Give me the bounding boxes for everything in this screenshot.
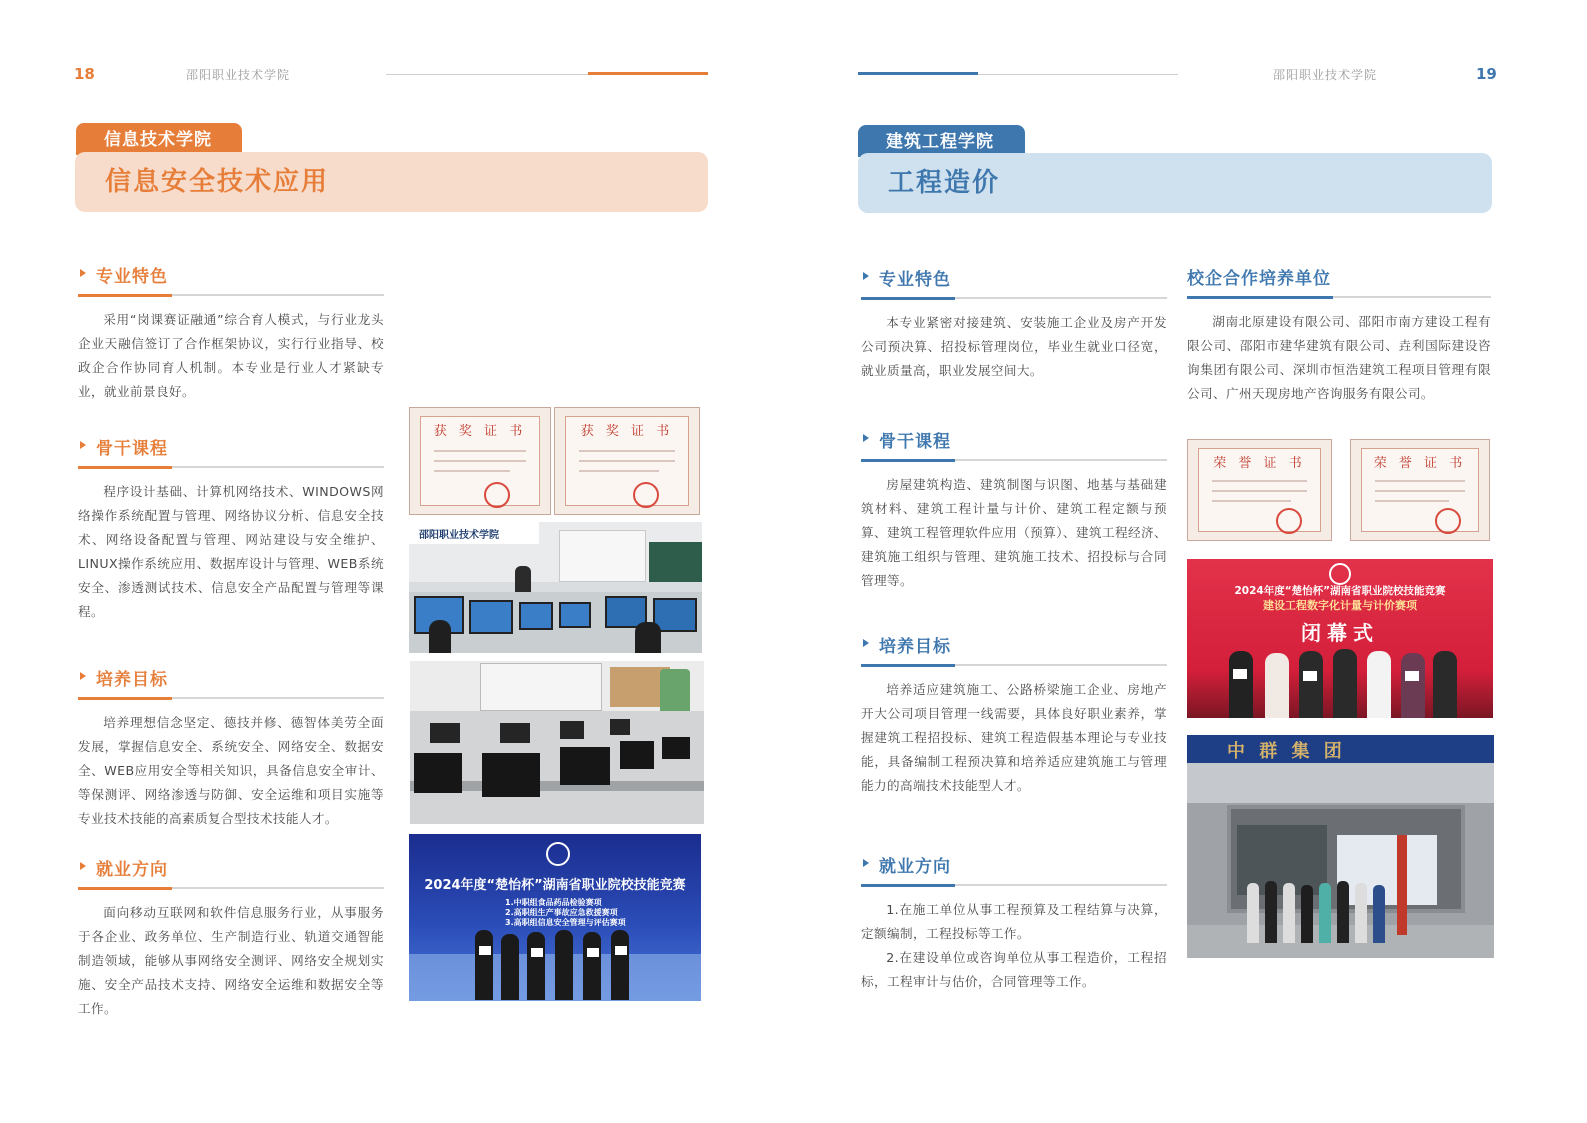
partners-title: 校企合作培养单位 bbox=[1187, 269, 1331, 289]
section-courses-right bbox=[861, 427, 1167, 593]
section-title: 就业方向 bbox=[78, 855, 384, 880]
section-title: 专业特色 bbox=[78, 262, 384, 287]
seal-icon bbox=[1276, 508, 1302, 534]
company-building-photo bbox=[1187, 735, 1494, 958]
section-title: 培养目标 bbox=[861, 632, 1167, 657]
award-certificate-photo bbox=[554, 407, 700, 515]
section-title: 骨干课程 bbox=[78, 434, 384, 459]
section-title: 专业特色 bbox=[861, 265, 1167, 290]
section-text: 房屋建筑构造、建筑制图与识图、地基与基础建筑材料、建筑工程计量与计价、建筑工程定额与预算、建筑工程管理软件应用（预算）、建筑工程经济、建筑施工组织与管理、建筑施工技术、招投标与合同管理等。 bbox=[861, 477, 1167, 588]
header-school-left: 邵阳职业技术学院 bbox=[186, 68, 291, 82]
section-text: 本专业紧密对接建筑、安装施工企业及房产开发公司预决算、招投标管理岗位，毕业生就业口径宽，就业质量高，职业发展空间大。 bbox=[861, 315, 1167, 378]
section-features-right bbox=[861, 265, 1167, 383]
college-tab-left: 信息技术学院 bbox=[76, 123, 242, 155]
stage-title: 2024年度“楚怡杯”湖南省职业院校技能竞赛 bbox=[1234, 585, 1446, 597]
header-accent-right bbox=[858, 72, 978, 75]
bullet-triangle-icon bbox=[80, 862, 86, 870]
section-text: 程序设计基础、计算机网络技术、WINDOWS网络操作系统配置与管理、网络协议分析、信息安全技术、网络设备配置与管理、网站建设与安全维护、LINUX操作系统应用、数据库设计与管理、WEB系统安全、渗透测试技术、信息安全产品配置与管理等课程。 bbox=[78, 484, 384, 619]
header-school-right: 邵阳职业技术学院 bbox=[1273, 68, 1378, 82]
section-text: 1.在施工单位从事工程预算及工程结算与决算，定额编制，工程投标等工作。 2.在建设单位或咨询单位从事工程造价，工程招标，工程审计与估价，合同管理等工作。 bbox=[861, 902, 1167, 989]
section-text: 采用“岗课赛证融通”综合育人模式，与行业龙头企业天融信签订了合作框架协议，实行行业指导、校政企合作协同育人机制。本专业是行业人才紧缺专业，就业前景良好。 bbox=[78, 312, 384, 399]
major-band-left: 信息安全技术应用 bbox=[75, 152, 708, 212]
section-partners bbox=[1187, 264, 1491, 406]
section-underline bbox=[78, 697, 384, 699]
college-tab-right: 建筑工程学院 bbox=[858, 125, 1025, 157]
bullet-triangle-icon bbox=[863, 859, 869, 867]
section-title: 骨干课程 bbox=[861, 427, 1167, 452]
header-rule-right bbox=[978, 74, 1178, 75]
section-underline bbox=[861, 297, 1167, 299]
seal-icon bbox=[1435, 508, 1461, 534]
competition-logo-icon bbox=[1329, 563, 1351, 585]
section-underline bbox=[78, 466, 384, 468]
honor-certificate-photo bbox=[1350, 439, 1490, 541]
certificate-title: 获 奖 证 书 bbox=[580, 424, 674, 439]
bullet-triangle-icon bbox=[80, 441, 86, 449]
section-text: 培养适应建筑施工、公路桥梁施工企业、房地产开大公司项目管理一线需要，具体良好职业素养，掌握建筑工程招投标、建筑工程造假基本理论与专业技能，具备编制工程预决算和培养适应建筑施工与管理能力的高端技术技能型人才。 bbox=[861, 682, 1167, 793]
page-number-left: 18 bbox=[74, 65, 95, 83]
section-goals-left bbox=[78, 665, 384, 831]
bullet-triangle-icon bbox=[863, 272, 869, 280]
section-underline bbox=[78, 887, 384, 889]
section-courses-left bbox=[78, 434, 384, 624]
section-employment-right bbox=[861, 852, 1167, 994]
major-band-right: 工程造价 bbox=[858, 153, 1492, 213]
award-ceremony-photo bbox=[1187, 559, 1493, 718]
classroom-sign: 邵阳职业技术学院 bbox=[419, 530, 499, 541]
section-title: 培养目标 bbox=[78, 665, 384, 690]
section-title: 就业方向 bbox=[861, 852, 1167, 877]
classroom-photo bbox=[409, 522, 702, 653]
section-underline bbox=[78, 294, 384, 296]
section-underline bbox=[861, 664, 1167, 666]
header-accent-left bbox=[588, 72, 708, 75]
award-certificate-photo bbox=[409, 407, 551, 515]
bullet-triangle-icon bbox=[80, 269, 86, 277]
building-sign: 中 群 集 团 bbox=[1227, 741, 1346, 762]
bullet-triangle-icon bbox=[80, 672, 86, 680]
bullet-triangle-icon bbox=[863, 639, 869, 647]
stage-subtitle: 建设工程数字化计量与计价赛项 bbox=[1263, 599, 1417, 612]
page-number-right: 19 bbox=[1476, 65, 1497, 83]
seal-icon bbox=[633, 482, 659, 508]
seal-icon bbox=[484, 482, 510, 508]
section-text: 面向移动互联网和软件信息服务行业，从事服务于各企业、政务单位、生产制造行业、轨道交通智能制造领域，能够从事网络安全测评、网络安全规划实施、安全产品技术支持、网络安全运维和数据安全等工作。 bbox=[78, 905, 384, 1016]
honor-certificate-photo bbox=[1187, 439, 1332, 541]
stage-ceremony: 闭幕式 bbox=[1301, 621, 1379, 645]
section-underline bbox=[1187, 296, 1491, 298]
computer-lab-photo bbox=[410, 661, 704, 824]
section-text: 培养理想信念坚定、德技并修、德智体美劳全面发展，掌握信息安全、系统安全、网络安全、数据安全、WEB应用安全等相关知识，具备信息安全审计、等保测评、网络渗透与防御、安全运维和项目实施等专业技术技能的高素质复合型技术技能人才。 bbox=[78, 715, 384, 826]
section-features-left bbox=[78, 262, 384, 404]
competition-logo-icon bbox=[546, 842, 570, 866]
competition-title: 2024年度“楚怡杯”湖南省职业院校技能竞赛 bbox=[424, 878, 686, 893]
partners-text: 湖南北原建设有限公司、邵阳市南方建设工程有限公司、邵阳市建华建筑有限公司、垚利国际建设咨询集团有限公司、深圳市恒浩建筑工程项目管理有限公司、广州天现房地产咨询服务有限公司。 bbox=[1187, 314, 1491, 401]
section-underline bbox=[861, 459, 1167, 461]
competition-items: 1.中职组食品药品检验赛项 2.高职组生产事故应急救援赛项 3.高职组信息安全管理与评估赛项 bbox=[505, 898, 626, 927]
certificate-title: 获 奖 证 书 bbox=[433, 424, 527, 439]
section-employment-left bbox=[78, 855, 384, 1021]
certificate-title: 荣 誉 证 书 bbox=[1213, 456, 1306, 471]
certificate-title: 荣 誉 证 书 bbox=[1373, 456, 1467, 471]
section-underline bbox=[861, 884, 1167, 886]
competition-photo bbox=[409, 834, 701, 1001]
bullet-triangle-icon bbox=[863, 434, 869, 442]
section-goals-right bbox=[861, 632, 1167, 798]
